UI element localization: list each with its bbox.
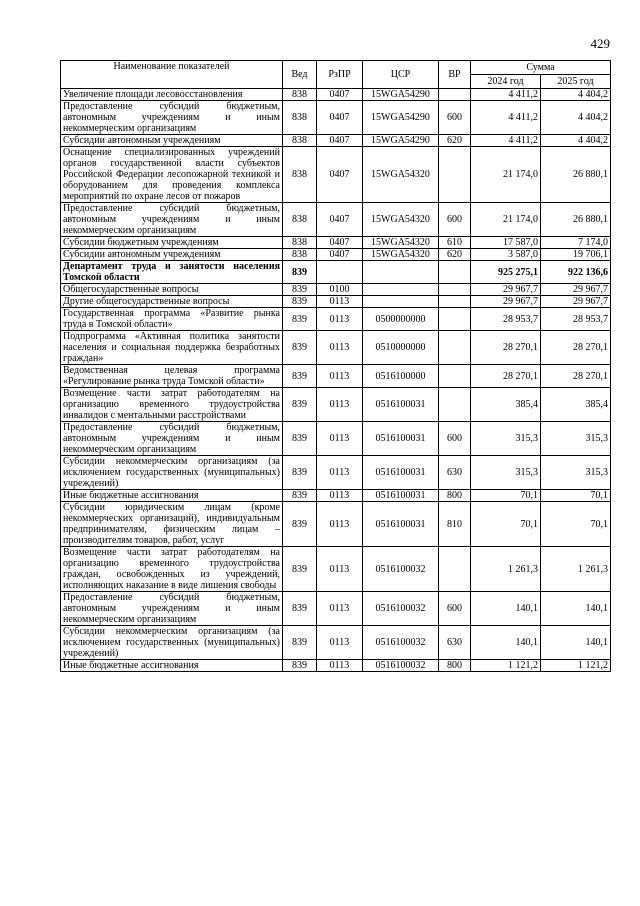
row-csr: 0516100032 bbox=[363, 592, 439, 626]
row-value-2024: 21 174,0 bbox=[471, 147, 541, 203]
row-name: Возмещение части затрат работодателям на организацию временного трудоустройства инвалидов с ментальными расстройствами bbox=[61, 388, 283, 422]
row-rzpr: 0407 bbox=[317, 101, 363, 135]
row-csr: 15WGA54320 bbox=[363, 249, 439, 261]
row-value-2024: 4 411,2 bbox=[471, 135, 541, 147]
row-ved: 839 bbox=[283, 308, 317, 331]
row-value-2025: 315,3 bbox=[541, 456, 611, 490]
row-name: Увеличение площади лесовосстановления bbox=[61, 89, 283, 101]
row-value-2024: 29 967,7 bbox=[471, 284, 541, 296]
row-ved: 839 bbox=[283, 331, 317, 365]
row-name: Другие общегосударственные вопросы bbox=[61, 296, 283, 308]
row-vr bbox=[439, 308, 471, 331]
row-value-2025: 4 404,2 bbox=[541, 101, 611, 135]
row-vr: 800 bbox=[439, 660, 471, 672]
row-value-2024: 385,4 bbox=[471, 388, 541, 422]
row-rzpr: 0407 bbox=[317, 89, 363, 101]
row-value-2024: 29 967,7 bbox=[471, 296, 541, 308]
header-2025: 2025 год bbox=[541, 75, 611, 89]
row-value-2025: 1 261,3 bbox=[541, 547, 611, 592]
row-vr bbox=[439, 89, 471, 101]
row-ved: 838 bbox=[283, 135, 317, 147]
row-rzpr: 0113 bbox=[317, 456, 363, 490]
row-name: Ведомственная целевая программа «Регулирование рынка труда Томской области» bbox=[61, 365, 283, 388]
row-value-2024: 140,1 bbox=[471, 626, 541, 660]
row-value-2024: 4 411,2 bbox=[471, 89, 541, 101]
row-vr: 800 bbox=[439, 490, 471, 502]
row-csr: 0510000000 bbox=[363, 331, 439, 365]
row-name: Субсидии бюджетным учреждениям bbox=[61, 237, 283, 249]
row-vr: 620 bbox=[439, 249, 471, 261]
row-name: Предоставление субсидий бюджетным, автономным учреждениям и иным некоммерческим организациям bbox=[61, 422, 283, 456]
row-csr: 0516100031 bbox=[363, 490, 439, 502]
row-value-2024: 1 121,2 bbox=[471, 660, 541, 672]
row-ved: 839 bbox=[283, 626, 317, 660]
table-row bbox=[61, 331, 611, 365]
row-value-2024: 315,3 bbox=[471, 422, 541, 456]
row-value-2025: 922 136,6 bbox=[541, 261, 611, 284]
row-rzpr: 0113 bbox=[317, 660, 363, 672]
row-name: Департамент труда и занятости населения Томской области bbox=[61, 261, 283, 284]
row-rzpr: 0407 bbox=[317, 203, 363, 237]
row-value-2024: 1 261,3 bbox=[471, 547, 541, 592]
row-csr: 0516100032 bbox=[363, 626, 439, 660]
row-name: Субсидии некоммерческим организациям (за исключением государственных (муниципальных) учреждений) bbox=[61, 456, 283, 490]
row-rzpr bbox=[317, 261, 363, 284]
table-row bbox=[61, 101, 611, 135]
table-row bbox=[61, 308, 611, 331]
row-ved: 838 bbox=[283, 249, 317, 261]
row-name: Субсидии юридическим лицам (кроме некоммерческих организаций), индивидуальным предпринимателям, физическим лицам – производителям товаров, работ, услуг bbox=[61, 502, 283, 547]
row-csr: 0516100032 bbox=[363, 660, 439, 672]
table-row bbox=[61, 365, 611, 388]
row-name: Предоставление субсидий бюджетным, автономным учреждениям и иным некоммерческим организациям bbox=[61, 592, 283, 626]
row-rzpr: 0407 bbox=[317, 237, 363, 249]
row-rzpr: 0113 bbox=[317, 388, 363, 422]
row-value-2025: 28 953,7 bbox=[541, 308, 611, 331]
header-vr: ВР bbox=[439, 61, 471, 89]
row-csr bbox=[363, 296, 439, 308]
table-row bbox=[61, 490, 611, 502]
header-rzpr: РзПР bbox=[317, 61, 363, 89]
row-csr: 15WGA54290 bbox=[363, 135, 439, 147]
row-vr bbox=[439, 147, 471, 203]
header-sum: Сумма bbox=[471, 61, 611, 75]
row-csr: 0516100031 bbox=[363, 422, 439, 456]
row-csr: 0500000000 bbox=[363, 308, 439, 331]
row-rzpr: 0113 bbox=[317, 502, 363, 547]
row-csr: 15WGA54320 bbox=[363, 147, 439, 203]
row-value-2025: 70,1 bbox=[541, 490, 611, 502]
row-name: Субсидии автономным учреждениям bbox=[61, 249, 283, 261]
row-vr bbox=[439, 388, 471, 422]
row-value-2025: 26 880,1 bbox=[541, 203, 611, 237]
row-vr: 630 bbox=[439, 626, 471, 660]
row-value-2025: 28 270,1 bbox=[541, 365, 611, 388]
row-value-2024: 140,1 bbox=[471, 592, 541, 626]
row-value-2025: 29 967,7 bbox=[541, 296, 611, 308]
row-value-2025: 1 121,2 bbox=[541, 660, 611, 672]
row-value-2024: 70,1 bbox=[471, 490, 541, 502]
row-name: Общегосударственные вопросы bbox=[61, 284, 283, 296]
row-value-2024: 28 953,7 bbox=[471, 308, 541, 331]
table-body bbox=[61, 89, 611, 672]
row-csr: 0516100031 bbox=[363, 502, 439, 547]
row-rzpr: 0113 bbox=[317, 308, 363, 331]
row-rzpr: 0113 bbox=[317, 547, 363, 592]
table-row bbox=[61, 660, 611, 672]
row-value-2025: 28 270,1 bbox=[541, 331, 611, 365]
row-ved: 839 bbox=[283, 388, 317, 422]
row-rzpr: 0407 bbox=[317, 249, 363, 261]
row-vr bbox=[439, 261, 471, 284]
row-vr: 630 bbox=[439, 456, 471, 490]
row-ved: 839 bbox=[283, 547, 317, 592]
table-row bbox=[61, 203, 611, 237]
row-ved: 839 bbox=[283, 502, 317, 547]
table-row bbox=[61, 147, 611, 203]
row-value-2025: 7 174,0 bbox=[541, 237, 611, 249]
row-name: Субсидии некоммерческим организациям (за исключением государственных (муниципальных) учреждений) bbox=[61, 626, 283, 660]
row-value-2024: 28 270,1 bbox=[471, 365, 541, 388]
header-ved: Вед bbox=[283, 61, 317, 89]
table-row bbox=[61, 284, 611, 296]
header-2024: 2024 год bbox=[471, 75, 541, 89]
row-rzpr: 0113 bbox=[317, 592, 363, 626]
row-rzpr: 0113 bbox=[317, 296, 363, 308]
row-vr bbox=[439, 547, 471, 592]
row-ved: 839 bbox=[283, 592, 317, 626]
row-vr: 600 bbox=[439, 101, 471, 135]
row-value-2025: 140,1 bbox=[541, 626, 611, 660]
row-csr: 0516100031 bbox=[363, 456, 439, 490]
table-row bbox=[61, 296, 611, 308]
row-ved: 838 bbox=[283, 237, 317, 249]
row-csr: 15WGA54290 bbox=[363, 89, 439, 101]
row-ved: 839 bbox=[283, 456, 317, 490]
row-vr bbox=[439, 365, 471, 388]
row-value-2025: 19 706,1 bbox=[541, 249, 611, 261]
row-value-2025: 315,3 bbox=[541, 422, 611, 456]
row-name: Иные бюджетные ассигнования bbox=[61, 660, 283, 672]
row-csr: 15WGA54320 bbox=[363, 203, 439, 237]
row-value-2025: 4 404,2 bbox=[541, 89, 611, 101]
row-ved: 839 bbox=[283, 284, 317, 296]
row-ved: 839 bbox=[283, 422, 317, 456]
header-name: Наименование показателей bbox=[61, 61, 283, 89]
row-ved: 839 bbox=[283, 365, 317, 388]
page-number: 429 bbox=[590, 36, 610, 51]
table-row bbox=[61, 237, 611, 249]
table-header bbox=[61, 61, 611, 89]
row-rzpr: 0113 bbox=[317, 365, 363, 388]
row-vr bbox=[439, 296, 471, 308]
row-vr: 810 bbox=[439, 502, 471, 547]
row-csr: 15WGA54290 bbox=[363, 101, 439, 135]
row-csr bbox=[363, 284, 439, 296]
table-row bbox=[61, 249, 611, 261]
row-value-2024: 21 174,0 bbox=[471, 203, 541, 237]
row-name: Подпрограмма «Активная политика занятости населения и социальная поддержка безработных граждан» bbox=[61, 331, 283, 365]
row-rzpr: 0100 bbox=[317, 284, 363, 296]
row-csr: 0516100000 bbox=[363, 365, 439, 388]
row-vr: 610 bbox=[439, 237, 471, 249]
table-row bbox=[61, 456, 611, 490]
header-csr: ЦСР bbox=[363, 61, 439, 89]
row-ved: 838 bbox=[283, 147, 317, 203]
row-csr: 15WGA54320 bbox=[363, 237, 439, 249]
row-value-2024: 28 270,1 bbox=[471, 331, 541, 365]
row-rzpr: 0113 bbox=[317, 331, 363, 365]
row-name: Государственная программа «Развитие рынка труда в Томской области» bbox=[61, 308, 283, 331]
row-rzpr: 0113 bbox=[317, 626, 363, 660]
row-value-2024: 70,1 bbox=[471, 502, 541, 547]
row-value-2024: 4 411,2 bbox=[471, 101, 541, 135]
row-value-2025: 140,1 bbox=[541, 592, 611, 626]
row-csr bbox=[363, 261, 439, 284]
row-vr: 600 bbox=[439, 592, 471, 626]
row-ved: 838 bbox=[283, 101, 317, 135]
row-ved: 839 bbox=[283, 296, 317, 308]
row-ved: 839 bbox=[283, 261, 317, 284]
budget-table bbox=[60, 60, 611, 672]
table-row bbox=[61, 89, 611, 101]
row-ved: 839 bbox=[283, 660, 317, 672]
row-name: Предоставление субсидий бюджетным, автономным учреждениям и иным некоммерческим организациям bbox=[61, 101, 283, 135]
row-ved: 839 bbox=[283, 490, 317, 502]
table-row bbox=[61, 422, 611, 456]
row-csr: 0516100032 bbox=[363, 547, 439, 592]
row-ved: 838 bbox=[283, 89, 317, 101]
row-ved: 838 bbox=[283, 203, 317, 237]
row-vr: 600 bbox=[439, 422, 471, 456]
row-vr bbox=[439, 331, 471, 365]
row-rzpr: 0113 bbox=[317, 422, 363, 456]
table-row bbox=[61, 626, 611, 660]
row-vr bbox=[439, 284, 471, 296]
row-value-2025: 4 404,2 bbox=[541, 135, 611, 147]
row-value-2024: 315,3 bbox=[471, 456, 541, 490]
row-name: Предоставление субсидий бюджетным, автономным учреждениям и иным некоммерческим организациям bbox=[61, 203, 283, 237]
row-name: Возмещение части затрат работодателям на организацию временного трудоустройства граждан, освобожденных из учреждений, исполняющих наказание в виде лишения свободы bbox=[61, 547, 283, 592]
row-value-2025: 29 967,7 bbox=[541, 284, 611, 296]
row-value-2024: 3 587,0 bbox=[471, 249, 541, 261]
table-row bbox=[61, 592, 611, 626]
row-name: Иные бюджетные ассигнования bbox=[61, 490, 283, 502]
row-vr: 600 bbox=[439, 203, 471, 237]
table-row bbox=[61, 388, 611, 422]
row-name: Субсидии автономным учреждениям bbox=[61, 135, 283, 147]
table-row bbox=[61, 502, 611, 547]
row-value-2025: 385,4 bbox=[541, 388, 611, 422]
row-value-2025: 26 880,1 bbox=[541, 147, 611, 203]
row-value-2025: 70,1 bbox=[541, 502, 611, 547]
table-row bbox=[61, 547, 611, 592]
row-csr: 0516100031 bbox=[363, 388, 439, 422]
row-value-2024: 925 275,1 bbox=[471, 261, 541, 284]
table-row bbox=[61, 261, 611, 284]
row-name: Оснащение специализированных учреждений органов государственной власти субъектов Российской Федерации лесопожарной техникой и оборудованием для проведения комплекса мероприятий по охране лесов от пожаров bbox=[61, 147, 283, 203]
row-rzpr: 0407 bbox=[317, 147, 363, 203]
table-row bbox=[61, 135, 611, 147]
row-vr: 620 bbox=[439, 135, 471, 147]
row-value-2024: 17 587,0 bbox=[471, 237, 541, 249]
row-rzpr: 0407 bbox=[317, 135, 363, 147]
row-rzpr: 0113 bbox=[317, 490, 363, 502]
